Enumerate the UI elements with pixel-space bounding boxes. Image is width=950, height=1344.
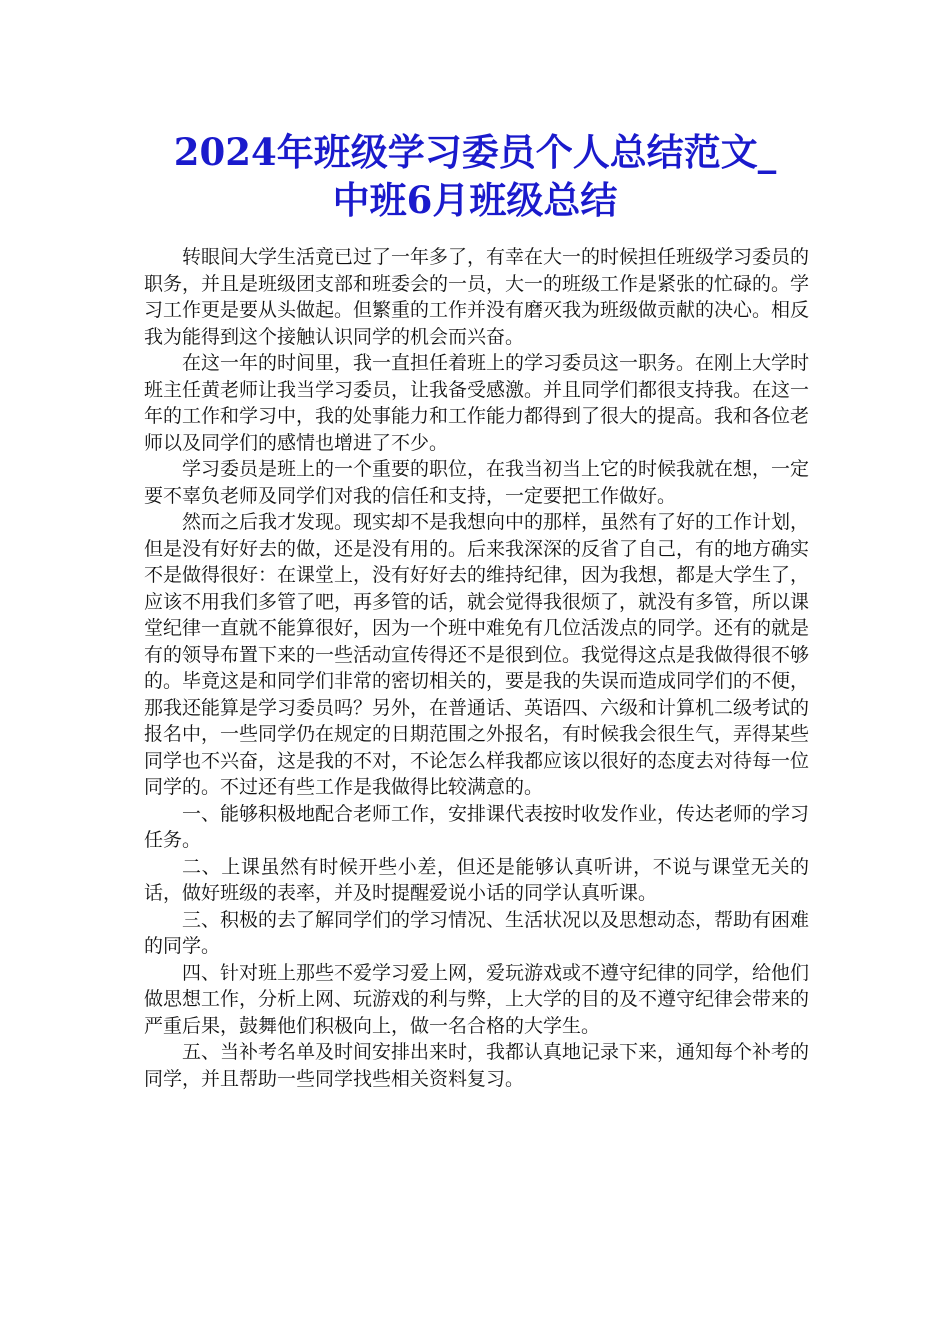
paragraph: 学习委员是班上的一个重要的职位，在我当初当上它的时候我就在想，一定要不辜负老师及同学们对我的信任和支持，一定要把工作做好。 [144,458,810,507]
document-title [100,128,850,224]
paragraph: 然而之后我才发现。现实却不是我想向中的那样，虽然有了好的工作计划，但是没有好好去的做，还是没有用的。后来我深深的反省了自己，有的地方确实不是做得很好：在课堂上，没有好好去的维持纪律，因为我想，都是大学生了，应该不用我们多管了吧，再多管的话，就会觉得我很烦了，就没有多管，所以课堂纪律一直就不能算很好，因为一个班中难免有几位活泼点的同学。还有的就是有的领导布置下来的一些活动宣传得还不是很到位。我觉得这点是我做得很不够的。毕竟这是和同学们非常的密切相关的，要是我的失误而造成同学们的不便，那我还能算是学习委员吗？另外，在普通话、英语四、六级和计算机二级考试的报名中，一些同学仍在规定的日期范围之外报名，有时候我会很生气，弄得某些同学也不兴奋，这是我的不对，不论怎么样我都应该以很好的态度去对待每一位同学的。不过还有些工作是我做得比较满意的。 [144,511,810,798]
list-item-3: 三、积极的去了解同学们的学习情况、生活状况以及思想动态，帮助有困难的同学。 [144,908,810,957]
list-item-5: 五、当补考名单及时间安排出来时，我都认真地记录下来，通知每个补考的同学，并且帮助一些同学找些相关资料复习。 [144,1041,810,1090]
list-item-2: 二、上课虽然有时候开些小差，但还是能够认真听讲，不说与课堂无关的话，做好班级的表率，并及时提醒爱说小话的同学认真听课。 [144,855,809,904]
list-item-1: 一、能够积极地配合老师工作，安排课代表按时收发作业，传达老师的学习任务。 [144,802,810,851]
title-line-1: 2024年班级学习委员个人总结范文_ [173,130,777,174]
document-body [144,244,809,1092]
list-item-4: 四、针对班上那些不爱学习爱上网，爱玩游戏或不遵守纪律的同学，给他们做思想工作，分析上网、玩游戏的利与弊，上大学的目的及不遵守纪律会带来的严重后果，鼓舞他们积极向上，做一名合格的大学生。 [144,961,810,1037]
title-line-2: 中班6月班级总结 [332,178,618,222]
paragraph: 在这一年的时间里，我一直担任着班上的学习委员这一职务。在刚上大学时班主任黄老师让我当学习委员，让我备受感激。并且同学们都很支持我。在这一年的工作和学习中，我的处事能力和工作能力都得到了很大的提高。我和各位老师以及同学们的感情也增进了不少。 [144,352,810,454]
paragraph: 转眼间大学生活竟已过了一年多了，有幸在大一的时候担任班级学习委员的职务，并且是班级团支部和班委会的一员，大一的班级工作是紧张的忙碌的。学习工作更是要从头做起。但繁重的工作并没有磨灭我为班级做贡献的决心。相反我为能得到这个接触认识同学的机会而兴奋。 [144,246,810,348]
